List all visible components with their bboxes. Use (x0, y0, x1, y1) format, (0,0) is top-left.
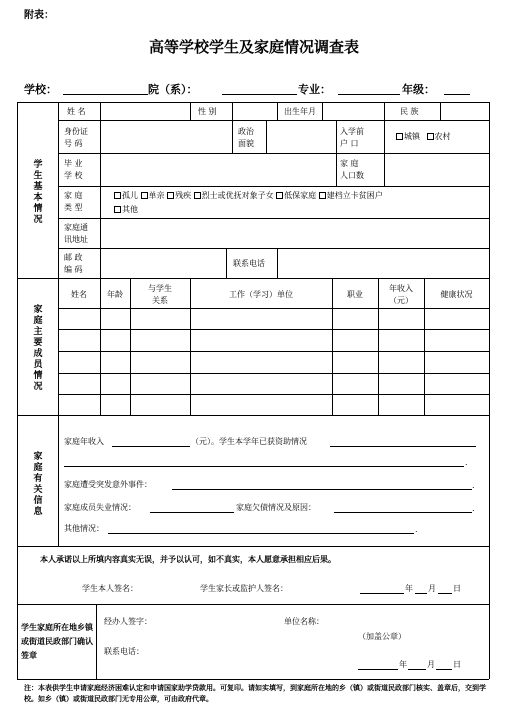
label-postal: 邮 政 编 码 (64, 253, 83, 274)
grade-label: 年级： (402, 83, 435, 96)
col-age: 年龄 (107, 290, 123, 299)
col-relation: 与学生 关系 (148, 284, 172, 305)
col-occupation: 职业 (347, 290, 363, 299)
pledge-year-label: 年 (405, 584, 413, 593)
unemployed-label: 家庭成员失业情况： (64, 503, 136, 512)
income-field[interactable] (112, 446, 190, 447)
rural-checkbox[interactable] (427, 133, 434, 140)
major-label: 专业： (298, 83, 331, 96)
confirm-day-field[interactable] (436, 669, 452, 670)
aid-field-line2[interactable] (64, 466, 464, 467)
other-field[interactable] (108, 533, 414, 534)
label-family-type: 家 庭 类 型 (64, 191, 83, 212)
confirm-day-label: 日 (453, 660, 461, 669)
confirm-month-label: 月 (427, 660, 435, 669)
single-parent-checkbox[interactable] (141, 192, 148, 199)
college-field[interactable] (222, 94, 297, 95)
orphan-checkbox[interactable] (114, 192, 121, 199)
confirm-phone-label: 联系电话： (104, 647, 144, 656)
label-address: 家庭通 讯地址 (64, 223, 88, 244)
label-birth: 出生年月 (284, 107, 316, 116)
handler-label: 经办人签字： (104, 617, 152, 626)
confirm-month-field[interactable] (408, 669, 426, 670)
pledge-year-field[interactable] (360, 593, 404, 594)
aid-field[interactable] (330, 446, 476, 447)
pledge-month-label: 月 (428, 584, 436, 593)
pledge-day-label: 日 (453, 584, 461, 593)
parent-sign-label: 学生家长或监护人签名： (200, 584, 288, 593)
debt-field[interactable] (334, 512, 472, 513)
school-field[interactable] (63, 94, 148, 95)
sudden-field[interactable] (172, 489, 472, 490)
income-label: 家庭年收入 (64, 437, 104, 446)
related-section-label: 家庭有关信息 (33, 452, 43, 517)
martyr-checkbox[interactable] (194, 192, 201, 199)
label-id-card: 身份证 号 码 (64, 127, 88, 148)
student-sign-label: 学生本人签名： (82, 584, 138, 593)
attachment-label: 附表： (24, 10, 54, 21)
members-section-label: 家庭主要成员情况 (33, 305, 43, 392)
label-phone: 联系电话 (233, 259, 265, 268)
unit-label: 单位名称： (284, 617, 324, 626)
page-title: 高等学校学生及家庭情况调查表 (148, 38, 359, 56)
pledge-day-field[interactable] (438, 593, 452, 594)
col-income: 年收入 （元） (389, 284, 413, 305)
other-label: 其他情况： (64, 524, 104, 533)
unemployed-field[interactable] (150, 512, 234, 513)
low-income-checkbox[interactable] (276, 192, 283, 199)
pledge-statement: 本人承诺以上所填内容真实无误，并予以认可，如不真实，本人愿意承担相应后果。 (40, 555, 336, 564)
stamp-label: （加盖公章） (358, 632, 406, 641)
town-checkbox[interactable] (396, 133, 403, 140)
footnote: 注：本表供学生申请家庭经济困难认定和申请国家助学贷款用。可复印。请如实填写，到家庭所在地的乡（镇）或街道民政部门核实、盖章后，交到学校。如乡（镇）或街道民政部门无专用公章，可由政府代章。 (24, 684, 486, 703)
disabled-checkbox[interactable] (167, 192, 174, 199)
label-political: 政治 面貌 (238, 127, 254, 148)
col-name: 姓名 (71, 290, 87, 299)
income-unit-label: （元）。学生本学年已获资助情况 (191, 437, 307, 446)
label-grad-school: 毕 业 学 校 (64, 159, 83, 180)
label-gender: 性 别 (198, 107, 217, 116)
poverty-checkbox[interactable] (319, 192, 326, 199)
school-label: 学校： (24, 83, 57, 96)
major-field[interactable] (338, 94, 400, 95)
pledge-month-field[interactable] (415, 593, 427, 594)
other-checkbox[interactable] (114, 206, 121, 213)
confirm-year-field[interactable] (358, 669, 398, 670)
label-hukou: 入学前 户 口 (340, 127, 364, 148)
confirm-label: 学生家庭所在地乡镇或街道民政部门确认签章 (21, 623, 93, 660)
label-ethnicity: 民 族 (400, 107, 419, 116)
basic-section-label: 学生基本情况 (33, 160, 43, 225)
family-type-options: 孤儿 单亲 残疾 烈士或优抚对象子女 低保家庭 建档立卡贫困户 其他 (114, 189, 484, 217)
grade-field[interactable] (444, 94, 470, 95)
col-work-unit: 工作（学习）单位 (229, 290, 293, 299)
sudden-label: 家庭遭受突发意外事件： (64, 480, 152, 489)
confirm-year-label: 年 (399, 660, 407, 669)
col-health: 健康状况 (440, 290, 473, 299)
label-name: 姓 名 (67, 107, 86, 116)
hukou-options: 城镇 农村 (396, 132, 451, 142)
label-family-count: 家 庭 人口数 (340, 159, 364, 180)
college-label: 院（系）： (148, 83, 198, 96)
debt-label: 家庭欠债情况及原因： (236, 503, 316, 512)
